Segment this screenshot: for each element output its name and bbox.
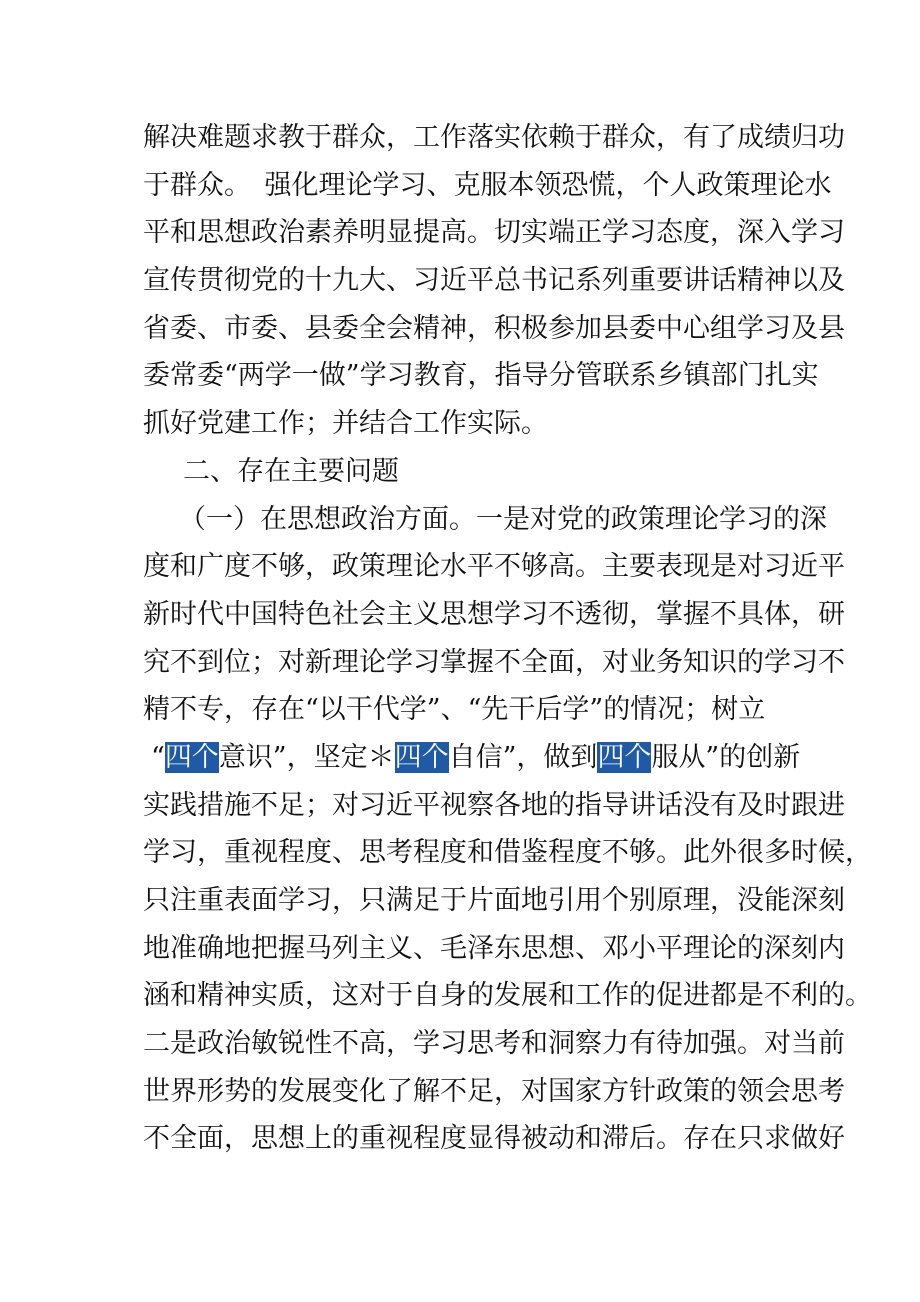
text-line: 解决难题求教于群众，工作落实依赖于群众，有了成绩归功 (143, 122, 845, 153)
text-line: 究不到位；对新理论学习掌握不全面，对业务知识的学习不 (143, 646, 845, 678)
text-line: 委常委“两学一做”学习教育，指导分管联系乡镇部门扎实 (143, 360, 819, 392)
section-heading: 二、存在主要问题 (183, 455, 399, 487)
text-line: 涵和精神实质，这对于自身的发展和工作的促进都是不利的。 (143, 980, 872, 1012)
quote-line (143, 734, 801, 782)
text-line: 省委、市委、县委全会精神，积极参加县委中心组学习及县 (143, 312, 845, 344)
text-line: 平和思想政治素养明显提高。切实端正学习态度，深入学习 (143, 217, 845, 249)
text-line: 只注重表面学习，只满足于片面地引用个别原理，没能深刻 (143, 885, 845, 916)
text-segment: 自信”，做到 (448, 741, 598, 773)
text-line: 学习，重视程度、思考程度和借鉴程度不够。此外很多时候， (143, 837, 872, 869)
search-highlight[interactable]: 四个 (164, 741, 219, 773)
open-quote: “ (151, 741, 165, 773)
text-line: 不全面，思想上的重视程度显得被动和滞后。存在只求做好 (143, 1123, 845, 1155)
text-line: （一）在思想政治方面。一是对党的政策理论学习的深 (179, 503, 827, 535)
text-line: 实践措施不足；对习近平视察各地的指导讲话没有及时跟进 (143, 789, 845, 821)
text-segment: 服从”的创新 (651, 741, 801, 773)
text-segment: 意识”，坚定＊ (218, 741, 395, 773)
search-highlight[interactable]: 四个 (394, 741, 449, 773)
text-line: 抓好党建工作；并结合工作实际。 (143, 408, 548, 440)
document-body (143, 114, 872, 1163)
text-line: 于群众。 强化理论学习、克服本领恐慌，个人政策理论水 (143, 169, 832, 201)
text-line: 度和广度不够，政策理论水平不够高。主要表现是对习近平 (143, 551, 845, 583)
text-line: 地准确地把握马列主义、毛泽东思想、邓小平理论的深刻内 (143, 932, 845, 964)
text-line: 世界形势的发展变化了解不足，对国家方针政策的领会思考 (143, 1075, 845, 1107)
search-highlight[interactable]: 四个 (597, 741, 652, 773)
text-line: 二是政治敏锐性不高，学习思考和洞察力有待加强。对当前 (143, 1028, 845, 1060)
text-line: 宣传贯彻党的十九大、习近平总书记系列重要讲话精神以及 (143, 265, 845, 297)
text-line: 新时代中国特色社会主义思想学习不透彻，掌握不具体，研 (143, 598, 845, 630)
text-line: 精不专，存在“以干代学”、“先干后学”的情况；树立 (143, 694, 766, 726)
